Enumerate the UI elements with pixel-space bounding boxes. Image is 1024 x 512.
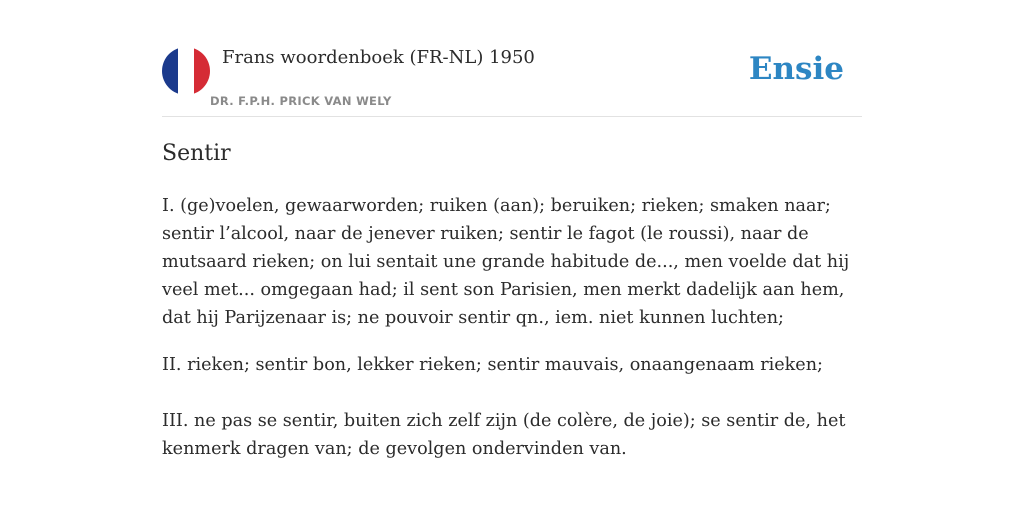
french-flag-icon <box>162 47 210 95</box>
sense-3: III. ne pas se sentir, buiten zich zelf zijn (de colère, de joie); se sentir de, het kenmerk dragen van; de gevolgen ondervinden van. <box>162 411 846 459</box>
sense-2: II. rieken; sentir bon, lekker rieken; sentir mauvais, onaangenaam rieken; <box>162 355 823 375</box>
sense-1: I. (ge)voelen, gewaarworden; ruiken (aan); beruiken; rieken; smaken naar; sentir l’alcool, naar de jenever ruiken; sentir le fagot (le roussi), naar de mutsaard rieken; on lui sentait une grande habitude de..., men voelde dat hij veel met... omgegaan had; il sent son Parisien, men merkt dadelijk aan hem, dat hij Parijzenaar is; ne pouvoir sentir qn., iem. niet kunnen luchten; <box>162 196 850 328</box>
source-title[interactable]: Frans woordenboek (FR-NL) 1950 <box>222 47 535 68</box>
source-author: DR. F.P.H. PRICK VAN WELY <box>210 94 392 108</box>
entry-header <box>162 0 862 117</box>
headword: Sentir <box>162 141 231 166</box>
dictionary-entry-card <box>162 0 862 512</box>
ensie-logo[interactable]: Ensie <box>748 51 844 87</box>
